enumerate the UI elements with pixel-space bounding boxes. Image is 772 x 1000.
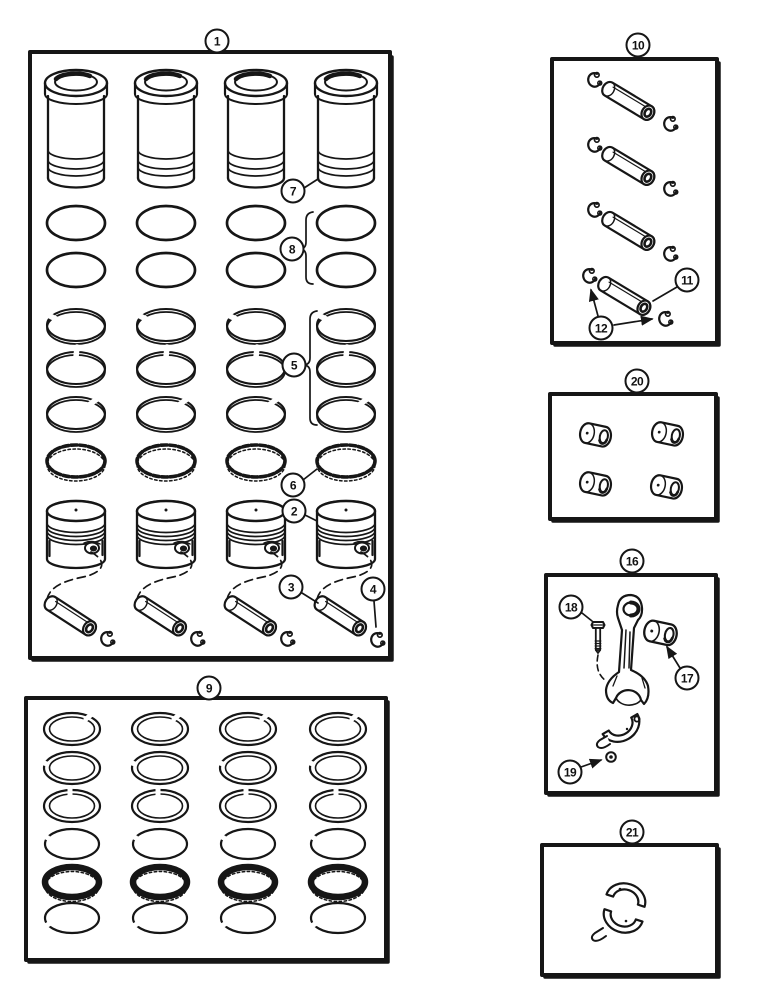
callout-7: 7 <box>281 179 306 204</box>
callout-8: 8 <box>280 237 305 262</box>
callout-18: 18 <box>559 595 584 620</box>
panel-10 <box>552 59 719 345</box>
cap-mark <box>626 728 628 730</box>
callout-10: 10 <box>626 33 651 58</box>
panel-21 <box>542 845 719 977</box>
piston <box>317 501 375 568</box>
callout-4: 4 <box>361 577 386 602</box>
callout-3: 3 <box>279 575 304 600</box>
panel-1 <box>30 52 392 660</box>
panel-9 <box>26 698 388 962</box>
panel-20 <box>550 394 718 521</box>
callout-16: 16 <box>620 549 645 574</box>
shell-mark <box>625 920 628 923</box>
panel-20-frame <box>550 394 716 519</box>
piston <box>227 501 285 568</box>
callout-20: 20 <box>625 369 650 394</box>
callout-6: 6 <box>281 473 306 498</box>
callout-9: 9 <box>197 676 222 701</box>
callout-5: 5 <box>282 353 307 378</box>
callout-19: 19 <box>558 760 583 785</box>
callout-1: 1 <box>205 29 230 54</box>
callout-21: 21 <box>620 820 645 845</box>
rod-nut <box>606 752 616 762</box>
callout-11: 11 <box>675 268 700 293</box>
piston <box>47 501 105 568</box>
panel-21-frame <box>542 845 717 975</box>
callout-2: 2 <box>282 499 307 524</box>
callout-12: 12 <box>589 316 614 341</box>
piston <box>137 501 195 568</box>
callout-17: 17 <box>675 666 700 691</box>
shell-mark <box>619 888 622 891</box>
